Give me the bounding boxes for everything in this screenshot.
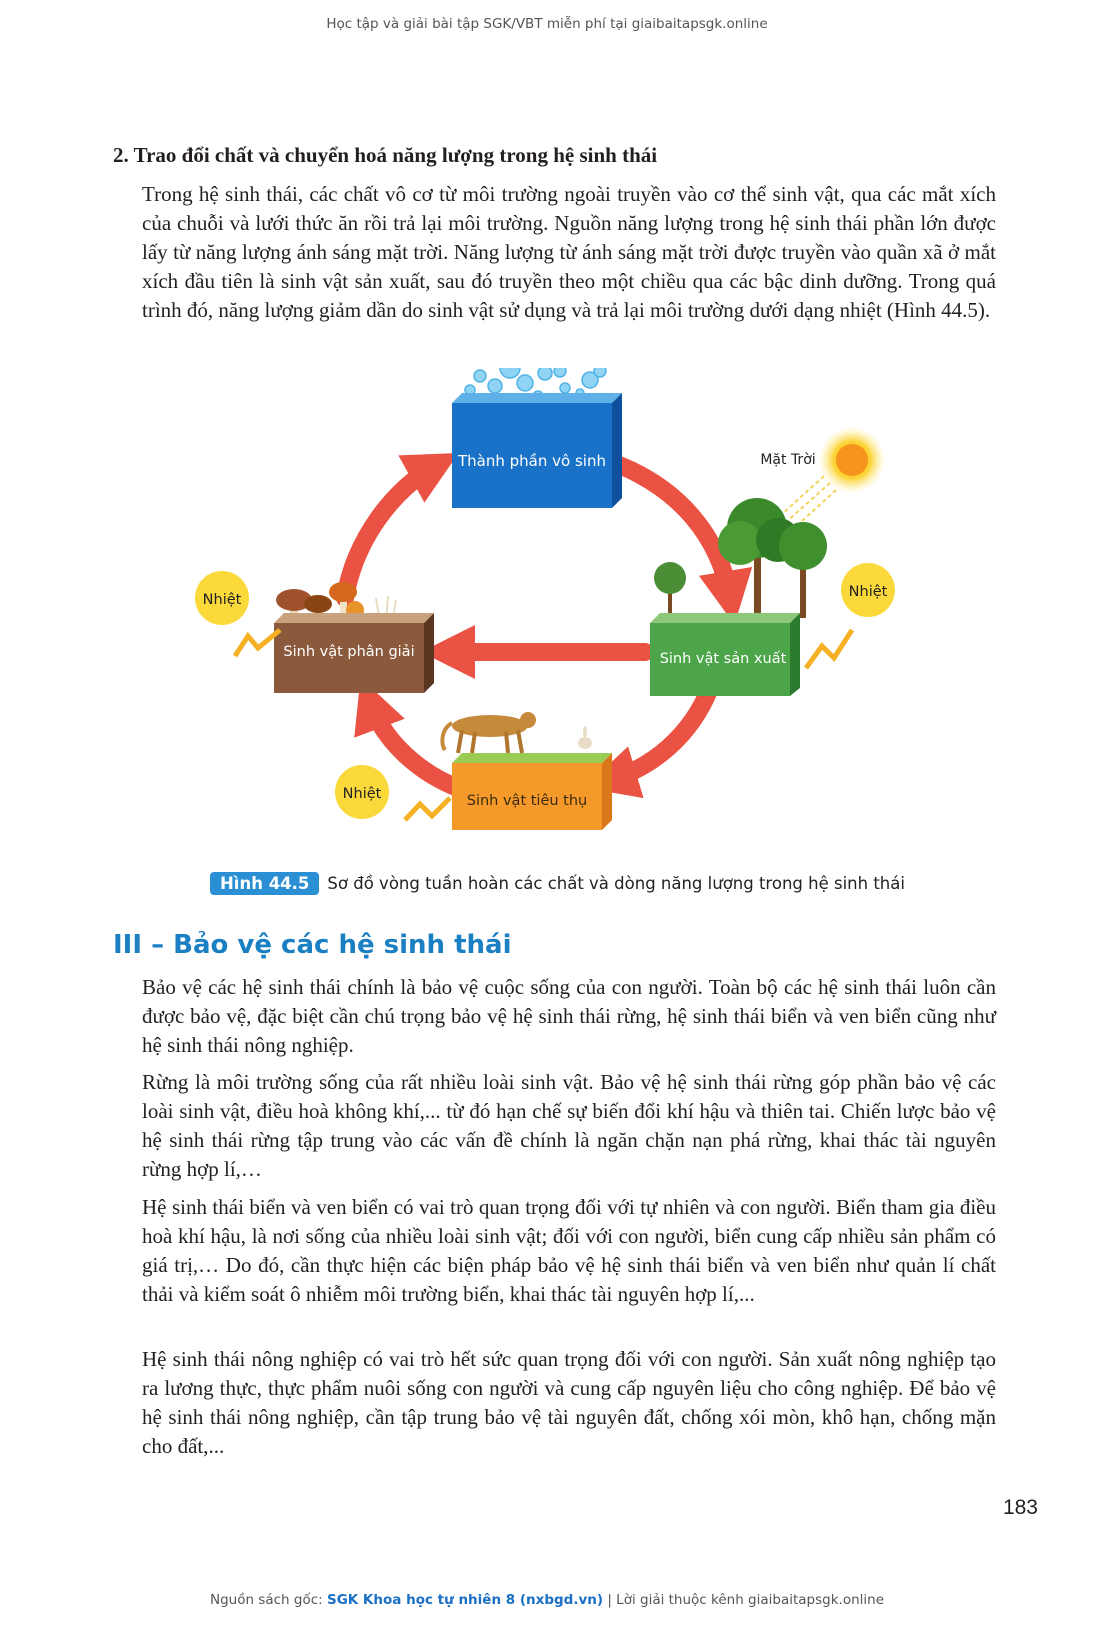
section-paragraph: Trong hệ sinh thái, các chất vô cơ từ môi trường ngoài truyền vào cơ thể sinh vật, qua các mắt xích của chuỗi và lưới thức ăn rồi trả lại môi trường. Nguồn năng lượng trong hệ sinh thái phần lớn được lấy từ năng lượng ánh sáng mặt trời. Năng lượng từ ánh sáng mặt trời được truyền vào quần xã ở mắt xích đầu tiên là sinh vật sản xuất, sau đó truyền theo một chiều qua các bậc dinh dưỡng. Trong quá trình đó, năng lượng giảm dần do sinh vật sử dụng và trả lại môi trường dưới dạng nhiệt (Hình 44.5). (142, 182, 996, 322)
arrow-producer-to-consumer (610, 688, 710, 780)
header-note: Học tập và giải bài tập SGK/VBT miễn phí tại giaibaitapsgk.online (326, 16, 768, 32)
abiotic-label: Thành phần vô sinh (458, 452, 606, 470)
heat-producer (806, 563, 895, 668)
heat-label: Nhiệt (202, 592, 242, 608)
paragraph-sea: Hệ sinh thái biển và ven biển có vai trò quan trọng đối với tự nhiên và con người. Biển tham gia điều hoà khí hậu, là nơi sống của nhiều loài sinh vật; đối với con người, biển cung cấp nhiều sản phẩm có giá trị,… Do đó, cần thực hiện các biện pháp bảo vệ hệ sinh thái biển và ven biển như quản lí chất thải và kiểm soát ô nhiễm môi trường biển, khai thác tài nguyên hợp lí,... (142, 1195, 996, 1306)
arrow-decomposer-to-abiotic (345, 466, 435, 598)
footer-suffix: | Lời giải thuộc kênh giaibaitapsgk.online (603, 1592, 885, 1608)
ecosystem-cycle-diagram (180, 368, 920, 868)
paragraph-forest: Rừng là môi trường sống của rất nhiều loài sinh vật. Bảo vệ hệ sinh thái rừng góp phần bảo vệ các loài sinh vật, điều hoà không khí,... từ đó hạn chế sự biến đổi khí hậu và thiên tai. Chiến lược bảo vệ hệ sinh thái rừng tập trung vào các vấn đề chính là ngăn chặn nạn phá rừng, khai thác tài nguyên rừng hợp lí,… (142, 1070, 996, 1181)
section-heading: 2. Trao đổi chất và chuyển hoá năng lượng trong hệ sinh thái (113, 143, 658, 167)
abiotic-box (452, 368, 622, 508)
sun-label: Mặt Trời (760, 452, 816, 468)
figure-caption-text: Sơ đồ vòng tuần hoàn các chất và dòng năng lượng trong hệ sinh thái (327, 874, 905, 893)
consumer-label: Sinh vật tiêu thụ (466, 793, 588, 809)
footer (0, 1592, 1094, 1608)
page-number: 183 (1002, 1496, 1038, 1519)
paragraph-protect-overview: Bảo vệ các hệ sinh thái chính là bảo vệ cuộc sống của con người. Toàn bộ các hệ sinh thái luôn cần được bảo vệ, đặc biệt cần chú trọng bảo vệ hệ sinh thái rừng, hệ sinh thái biển và ven biển cũng như hệ sinh thái nông nghiệp. (142, 975, 996, 1057)
paragraph-agriculture: Hệ sinh thái nông nghiệp có vai trò hết sức quan trọng đối với con người. Sản xuất nông nghiệp tạo ra lương thực, thực phẩm nuôi sống con người và cung cấp nguyên liệu cho công nghiệp. Để bảo vệ hệ sinh thái nông nghiệp, cần tập trung bảo vệ tài nguyên đất, chống xói mòn, khô hạn, chống mặn cho đất,... (142, 1347, 996, 1458)
decomposer-label: Sinh vật phân giải (283, 644, 415, 660)
consumer-box (442, 712, 612, 830)
figure-caption (210, 872, 905, 895)
producer-label: Sinh vật sản xuất (659, 651, 787, 667)
figure-tag: Hình 44.5 (210, 872, 319, 895)
part-heading: III – Bảo vệ các hệ sinh thái (113, 930, 512, 960)
heat-decomposer (195, 571, 280, 656)
heat-label: Nhiệt (848, 584, 888, 600)
footer-prefix: Nguồn sách gốc: (209, 1592, 327, 1608)
heat-label: Nhiệt (342, 786, 382, 802)
footer-source-link[interactable]: SGK Khoa học tự nhiên 8 (nxbgd.vn) (326, 1592, 604, 1608)
